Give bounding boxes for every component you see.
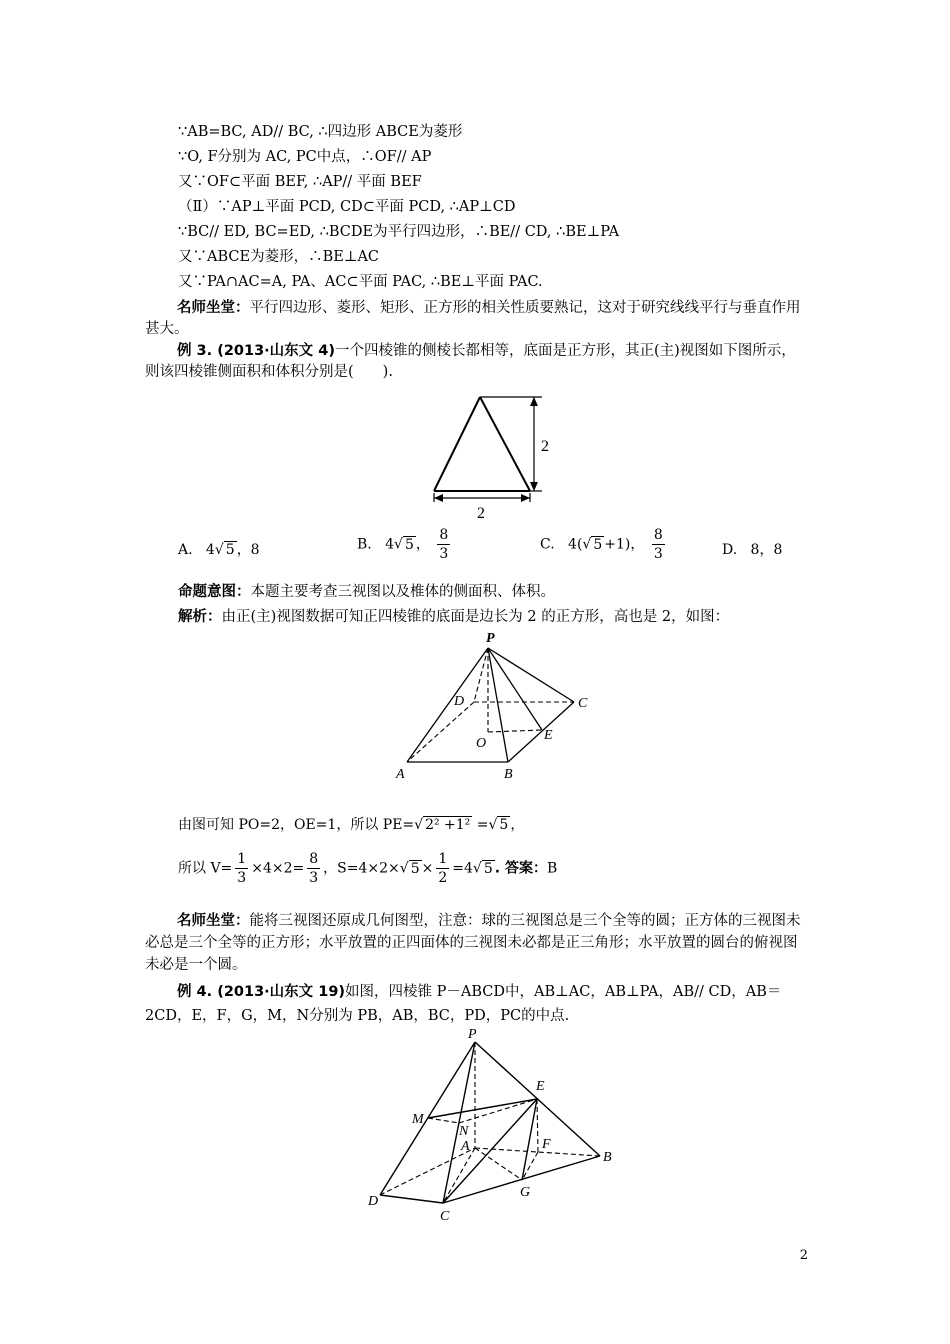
edge-BC — [508, 702, 574, 762]
svg-text:E: E — [536, 1079, 545, 1094]
svg-text:D: D — [454, 694, 465, 709]
pyramid-figure — [390, 626, 600, 786]
svg-text:D: D — [368, 1194, 379, 1209]
proof-line-4: （Ⅱ）∵AP⊥平面 PCD, CD⊂平面 PCD, ∴AP⊥CD — [178, 199, 516, 215]
tip-paragraph-1 — [145, 298, 807, 340]
tip-label: 名师坐堂： — [177, 300, 250, 316]
proof-line-1: ∵AB=BC, AD// BC, ∴四边形 ABCE为菱形 — [178, 124, 463, 140]
edge-PD-hidden — [474, 648, 488, 702]
svg-text:B: B — [504, 767, 513, 782]
option-c: C. 4(√ 5 +1)， $\frac{8}{3}$ — [540, 527, 663, 562]
front-view-right-edge — [480, 397, 530, 491]
page-number: 2 — [799, 1248, 808, 1263]
proof-line-5: ∵BC// ED, BC=ED, ∴BCDE为平行四边形，∴BE// CD, ∴BE⊥PA — [178, 224, 620, 240]
tip-text: 平行四边形、菱形、矩形、正方形的相关性质要熟记，这对于研究线线平行与垂直作用甚大。 — [145, 300, 801, 337]
pyramid-figure-2 — [360, 1028, 630, 1224]
segment-AG-hidden — [475, 1148, 522, 1180]
segment-EF-hidden — [537, 1099, 538, 1152]
segment-ME — [428, 1099, 537, 1118]
svg-text:A: A — [461, 1139, 470, 1154]
example-3-text: 一个四棱锥的侧棱长都相等，底面是正方形，其正(主)视图如下图所示，则该四棱锥侧面积和体积分别是( ). — [145, 343, 796, 380]
svg-text:O: O — [476, 736, 487, 751]
svg-text:B: B — [603, 1150, 612, 1165]
intent-line: 命题意图：本题主要考查三视图以及椎体的侧面积、体积。 — [178, 584, 555, 600]
option-d: D. 8，8 — [722, 542, 783, 558]
svg-text:P: P — [468, 1027, 477, 1042]
option-b: B. 4√ 5 ， $\frac{8}{3}$ — [357, 527, 449, 562]
front-view-figure — [420, 394, 580, 524]
proof-line-2: ∵O, F分别为 AC, PC中点，∴OF// AP — [178, 149, 432, 165]
front-view-left-edge — [434, 397, 480, 491]
segment-MN-hidden — [428, 1118, 459, 1123]
edge-PC — [488, 648, 574, 702]
svg-text:E: E — [544, 728, 553, 743]
segment-OE-hidden — [488, 730, 542, 732]
height-label: 2 — [541, 438, 549, 455]
svg-text:N: N — [459, 1124, 469, 1139]
example-3 — [145, 341, 807, 383]
edge-PE — [488, 648, 542, 730]
edge-DC — [380, 1195, 443, 1203]
calc-line-1: 由图可知 PO=2，OE=1，所以 PE=√ 2² +1² =√ 5 ， — [178, 817, 525, 833]
svg-text:F: F — [542, 1137, 551, 1152]
svg-text:A: A — [396, 767, 405, 782]
tip-paragraph-2: 名师坐堂：能将三视图还原成几何图型，注意：球的三视图总是三个全等的圆；正方体的三视图未必总是三个全等的正方形；水平放置的正四面体的三视图未必都是正三角形；水平放置的圆台的俯视图未必是一个圆。 — [145, 913, 801, 973]
option-a: A. 4√ 5 ，8 — [178, 542, 260, 558]
example-4: 例 4. (2013·山东文 19)如图，四棱锥 P－ABCD中，AB⊥AC，AB⊥PA，AB// CD，AB＝2CD，E，F，G，M，N分别为 PB，AB，BC，PD，PC的中点. — [145, 984, 782, 1024]
svg-text:G: G — [520, 1185, 531, 1200]
edge-DA-hidden — [407, 702, 474, 762]
edge-PB — [488, 648, 508, 762]
proof-line-7: 又∵PA∩AC=A, PA、AC⊂平面 PAC, ∴BE⊥平面 PAC. — [178, 274, 543, 290]
svg-text:C: C — [578, 696, 588, 711]
width-label: 2 — [477, 505, 485, 522]
example-3-label: 例 3. (2013·山东文 4) — [177, 343, 335, 359]
calc-line-2: 所以 V= $\frac{1}{3}$ ×4×2= $\frac{8}{3}$ ，S=4×2×√ 5 × $\frac{1}{2}$ =4√ 5 . 答案：B — [178, 851, 558, 886]
proof-line-6: 又∵ABCE为菱形，∴BE⊥AC — [178, 249, 380, 265]
analysis-line: 解析：由正(主)视图数据可知正四棱锥的底面是边长为 2 的正方形，高也是 2，如图： — [178, 609, 730, 625]
svg-text:P: P — [486, 631, 495, 646]
proof-line-3: 又∵OF⊂平面 BEF, ∴AP// 平面 BEF — [178, 174, 422, 190]
svg-text:M: M — [412, 1112, 424, 1127]
svg-text:C: C — [440, 1209, 450, 1224]
